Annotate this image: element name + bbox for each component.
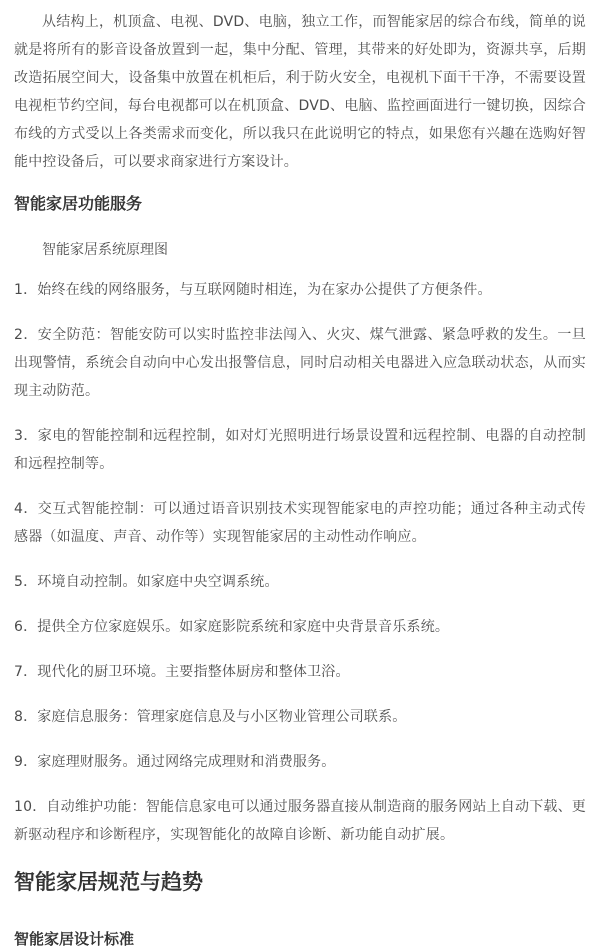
- figure-caption-system-diagram: 智能家居系统原理图: [42, 242, 168, 258]
- list-item-1: 1．始终在线的网络服务，与互联网随时相连，为在家办公提供了方便条件。: [14, 282, 492, 298]
- intro-paragraph: 从结构上，机顶盒、电视、DVD、电脑，独立工作，而智能家居的综合布线，简单的说就是将所有的影音设备放置到一起，集中分配、管理，其带来的好处即为，资源共享，后期改造拓展空间大，设备集中放置在机柜后，利于防火安全，电视机下面干干净，不需要设置电视柜节约空间，每台电视都可以在机顶盒、DVD、电脑、监控画面进行一键切换，因综合布线的方式受以上各类需求而变化，所以我只在此说明它的特点，如果您有兴趣在选购好智能中控设备后，可以要求商家进行方案设计。: [14, 14, 586, 170]
- list-item-3: 3．家电的智能控制和远程控制，如对灯光照明进行场景设置和远程控制、电器的自动控制和远程控制等。: [14, 428, 586, 472]
- list-item-4: 4．交互式智能控制：可以通过语音识别技术实现智能家电的声控功能；通过各种主动式传感器（如温度、声音、动作等）实现智能家居的主动性动作响应。: [14, 501, 586, 545]
- list-item-10: 10．自动维护功能：智能信息家电可以通过服务器直接从制造商的服务网站上自动下载、更新驱动程序和诊断程序，实现智能化的故障自诊断、新功能自动扩展。: [14, 799, 587, 843]
- list-item-6: 6．提供全方位家庭娱乐。如家庭影院系统和家庭中央背景音乐系统。: [14, 619, 450, 635]
- list-item-9: 9．家庭理财服务。通过网络完成理财和消费服务。: [14, 754, 336, 770]
- chapter-heading-standards-trends: 智能家居规范与趋势: [14, 870, 203, 894]
- list-item-8: 8．家庭信息服务：管理家庭信息及与小区物业管理公司联系。: [14, 709, 407, 725]
- list-item-7: 7．现代化的厨卫环境。主要指整体厨房和整体卫浴。: [14, 664, 350, 680]
- sub-heading-design-standard: 智能家居设计标准: [14, 930, 135, 948]
- list-item-2: 2．安全防范：智能安防可以实时监控非法闯入、火灾、煤气泄露、紧急呼救的发生。一旦出现警情，系统会自动向中心发出报警信息，同时启动相关电器进入应急联动状态，从而实现主动防范。: [14, 327, 586, 399]
- section-heading-smart-home-services: 智能家居功能服务: [14, 194, 143, 213]
- list-item-5: 5．环境自动控制。如家庭中央空调系统。: [14, 574, 279, 590]
